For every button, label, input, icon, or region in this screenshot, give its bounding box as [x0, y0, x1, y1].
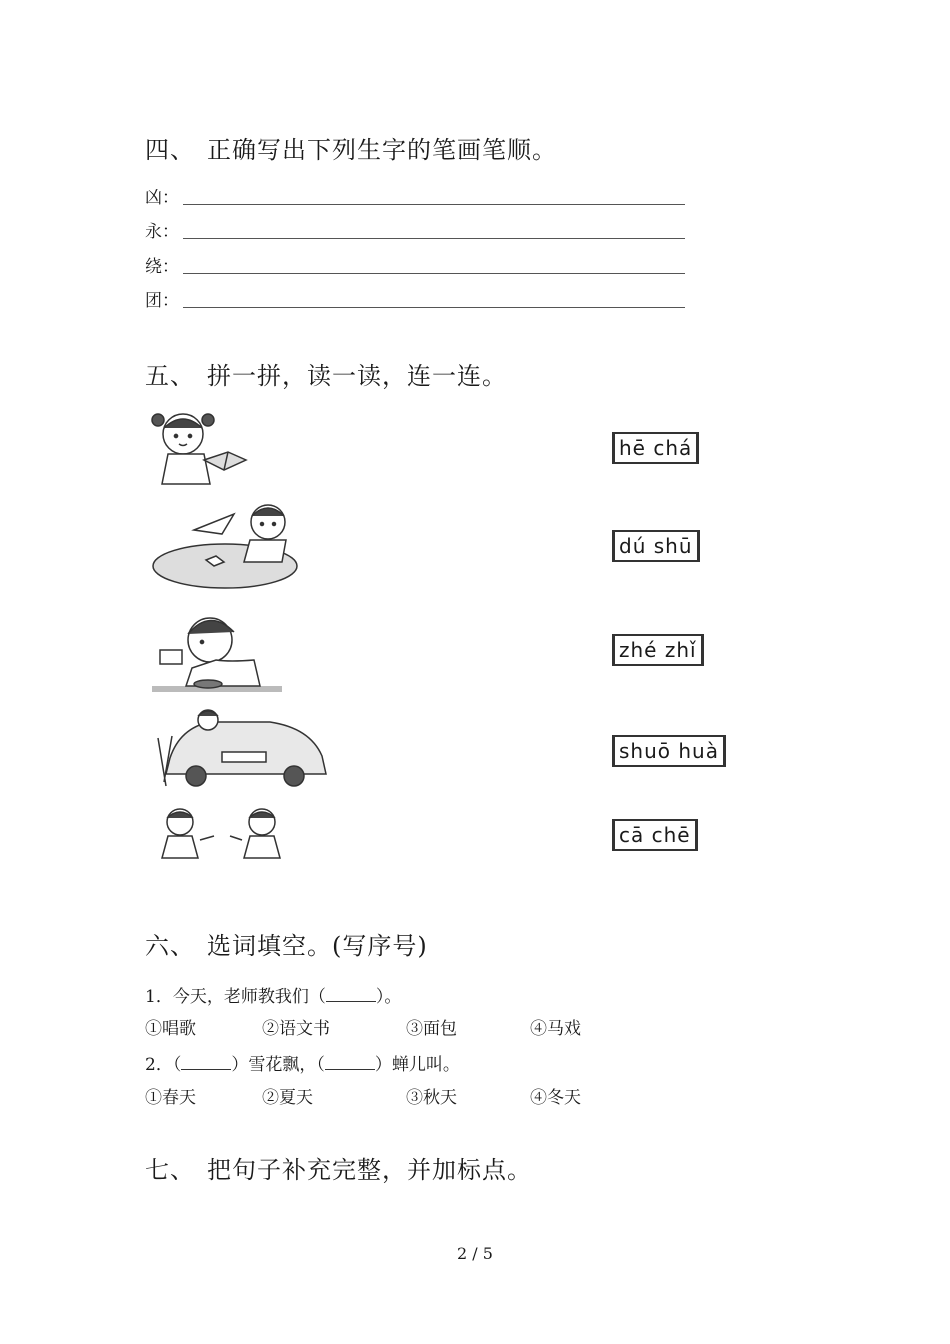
- page-number: 2 / 5: [457, 1244, 493, 1263]
- stroke-row-3: [145, 255, 685, 277]
- question-2-options: [0, 1083, 950, 1107]
- section-number: 五、: [145, 362, 195, 390]
- section-heading: 把句子补充完整，并加标点。: [207, 1156, 532, 1184]
- boy-drinking-tea-illustration: [150, 610, 285, 694]
- stroke-char: 永：: [145, 222, 179, 242]
- answer-line[interactable]: [183, 204, 685, 205]
- answer-blank[interactable]: [326, 985, 376, 1002]
- section-5-title: [145, 356, 507, 391]
- answer-line[interactable]: [183, 273, 685, 274]
- stroke-row-4: [145, 289, 685, 311]
- option: ②语文书: [262, 1019, 330, 1039]
- section-heading: 选词填空。(写序号): [207, 932, 428, 960]
- option: ①春天: [145, 1088, 196, 1108]
- option: ③面包: [406, 1019, 457, 1039]
- answer-blank[interactable]: [325, 1053, 375, 1070]
- girl-reading-illustration: [150, 408, 260, 488]
- kids-talking-illustration: [150, 806, 300, 862]
- section-number: 七、: [145, 1156, 195, 1184]
- question-text: 2．（: [145, 1055, 182, 1075]
- stroke-char: 绕：: [145, 257, 179, 277]
- option: ④冬天: [530, 1088, 581, 1108]
- option: ①唱歌: [145, 1019, 196, 1039]
- washing-car-illustration: [150, 708, 335, 788]
- section-number: 四、: [145, 136, 195, 164]
- question-text: ）蝉儿叫。: [374, 1055, 460, 1075]
- pinyin-card-2[interactable]: dú shū: [612, 530, 700, 562]
- boy-folding-paper-illustration: [150, 500, 300, 592]
- pinyin-card-4[interactable]: shuō huà: [612, 735, 726, 767]
- section-heading: 正确写出下列生字的笔画笔顺。: [207, 136, 557, 164]
- question-text: ）雪花飘，（: [231, 1055, 325, 1075]
- stroke-row-2: [145, 220, 685, 242]
- stroke-char: 团：: [145, 291, 179, 311]
- answer-blank[interactable]: [181, 1053, 231, 1070]
- section-heading: 拼一拼，读一读，连一连。: [207, 362, 507, 390]
- question-2: [145, 1050, 460, 1075]
- question-text: ）。: [375, 987, 402, 1007]
- stroke-char: 凶：: [145, 188, 179, 208]
- option: ④马戏: [530, 1019, 581, 1039]
- stroke-row-1: [145, 186, 685, 208]
- section-number: 六、: [145, 932, 195, 960]
- question-1: [145, 982, 401, 1007]
- question-1-options: [0, 1014, 950, 1038]
- pinyin-card-5[interactable]: cā chē: [612, 819, 698, 851]
- section-4-title: [145, 130, 557, 165]
- pinyin-card-1[interactable]: hē chá: [612, 432, 699, 464]
- answer-line[interactable]: [183, 307, 685, 308]
- section-7-title: [145, 1150, 532, 1185]
- answer-line[interactable]: [183, 238, 685, 239]
- section-6-title: [145, 926, 428, 961]
- pinyin-card-3[interactable]: zhé zhǐ: [612, 634, 704, 666]
- option: ③秋天: [406, 1088, 457, 1108]
- option: ②夏天: [262, 1088, 313, 1108]
- question-text: 1．今天，老师教我们（: [145, 987, 326, 1007]
